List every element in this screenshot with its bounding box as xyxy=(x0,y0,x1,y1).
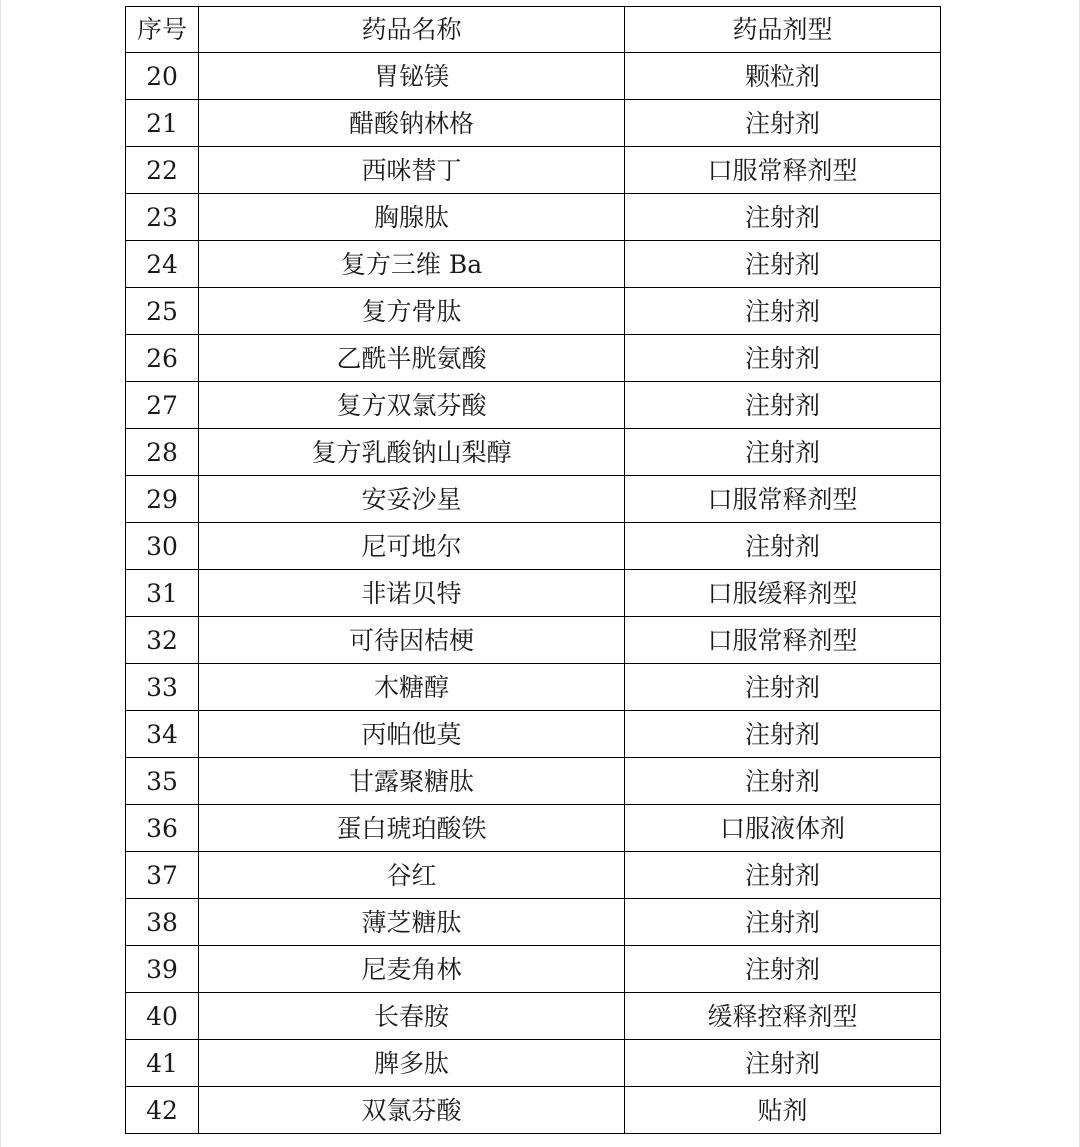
dosage-form-cell: 口服常释剂型 xyxy=(625,147,941,194)
table-row xyxy=(126,570,941,617)
table-row xyxy=(126,805,941,852)
dosage-form-cell: 注射剂 xyxy=(625,194,941,241)
drug-name-cell: 安妥沙星 xyxy=(199,476,625,523)
dosage-form-cell: 贴剂 xyxy=(625,1087,941,1134)
header-dosage-form: 药品剂型 xyxy=(625,7,941,53)
drug-name-cell: 复方三维 Ba xyxy=(199,241,625,288)
dosage-form-cell: 口服缓释剂型 xyxy=(625,570,941,617)
table-row xyxy=(126,993,941,1040)
dosage-form-cell: 注射剂 xyxy=(625,523,941,570)
drug-name-cell: 可待因桔梗 xyxy=(199,617,625,664)
dosage-form-cell: 注射剂 xyxy=(625,664,941,711)
drug-name-cell: 薄芝糖肽 xyxy=(199,899,625,946)
table-header-row xyxy=(126,7,941,53)
row-index-cell: 25 xyxy=(126,288,199,335)
drug-name-cell: 蛋白琥珀酸铁 xyxy=(199,805,625,852)
drug-name-cell: 复方骨肽 xyxy=(199,288,625,335)
row-index-cell: 42 xyxy=(126,1087,199,1134)
row-index-cell: 39 xyxy=(126,946,199,993)
table-row xyxy=(126,1087,941,1134)
drug-name-cell: 木糖醇 xyxy=(199,664,625,711)
dosage-form-cell: 口服常释剂型 xyxy=(625,617,941,664)
row-index-cell: 32 xyxy=(126,617,199,664)
dosage-form-cell: 注射剂 xyxy=(625,852,941,899)
drug-name-cell: 甘露聚糖肽 xyxy=(199,758,625,805)
row-index-cell: 22 xyxy=(126,147,199,194)
drug-name-cell: 尼可地尔 xyxy=(199,523,625,570)
drug-name-cell: 长春胺 xyxy=(199,993,625,1040)
row-index-cell: 31 xyxy=(126,570,199,617)
row-index-cell: 38 xyxy=(126,899,199,946)
row-index-cell: 34 xyxy=(126,711,199,758)
table-row xyxy=(126,429,941,476)
dosage-form-cell: 注射剂 xyxy=(625,335,941,382)
drug-name-cell: 胸腺肽 xyxy=(199,194,625,241)
table-row xyxy=(126,711,941,758)
table-row xyxy=(126,288,941,335)
drug-name-cell: 西咪替丁 xyxy=(199,147,625,194)
drug-name-cell: 谷红 xyxy=(199,852,625,899)
row-index-cell: 27 xyxy=(126,382,199,429)
row-index-cell: 21 xyxy=(126,100,199,147)
row-index-cell: 28 xyxy=(126,429,199,476)
drug-name-cell: 复方乳酸钠山梨醇 xyxy=(199,429,625,476)
drug-name-cell: 非诺贝特 xyxy=(199,570,625,617)
row-index-cell: 26 xyxy=(126,335,199,382)
table-row xyxy=(126,758,941,805)
row-index-cell: 37 xyxy=(126,852,199,899)
drug-name-cell: 复方双氯芬酸 xyxy=(199,382,625,429)
row-index-cell: 20 xyxy=(126,53,199,100)
dosage-form-cell: 缓释控释剂型 xyxy=(625,993,941,1040)
table-row xyxy=(126,523,941,570)
dosage-form-cell: 注射剂 xyxy=(625,382,941,429)
table-row xyxy=(126,664,941,711)
table-row xyxy=(126,53,941,100)
table-body xyxy=(126,7,941,1134)
dosage-form-cell: 注射剂 xyxy=(625,288,941,335)
dosage-form-cell: 注射剂 xyxy=(625,1040,941,1087)
row-index-cell: 33 xyxy=(126,664,199,711)
table-row xyxy=(126,617,941,664)
page-edge-left xyxy=(0,0,1,1147)
table-row xyxy=(126,147,941,194)
row-index-cell: 30 xyxy=(126,523,199,570)
table-row xyxy=(126,946,941,993)
dosage-form-cell: 注射剂 xyxy=(625,946,941,993)
drug-name-cell: 乙酰半胱氨酸 xyxy=(199,335,625,382)
drug-list-table xyxy=(125,6,941,1134)
row-index-cell: 24 xyxy=(126,241,199,288)
header-drug-name: 药品名称 xyxy=(199,7,625,53)
drug-name-cell: 丙帕他莫 xyxy=(199,711,625,758)
table-row xyxy=(126,335,941,382)
table-row xyxy=(126,382,941,429)
table-row xyxy=(126,476,941,523)
dosage-form-cell: 注射剂 xyxy=(625,758,941,805)
dosage-form-cell: 注射剂 xyxy=(625,899,941,946)
dosage-form-cell: 颗粒剂 xyxy=(625,53,941,100)
row-index-cell: 41 xyxy=(126,1040,199,1087)
drug-name-cell: 脾多肽 xyxy=(199,1040,625,1087)
drug-name-cell: 醋酸钠林格 xyxy=(199,100,625,147)
row-index-cell: 29 xyxy=(126,476,199,523)
table-row xyxy=(126,241,941,288)
drug-name-cell: 胃铋镁 xyxy=(199,53,625,100)
drug-name-cell: 双氯芬酸 xyxy=(199,1087,625,1134)
table-row xyxy=(126,1040,941,1087)
header-index: 序号 xyxy=(126,7,199,53)
table-row xyxy=(126,100,941,147)
row-index-cell: 40 xyxy=(126,993,199,1040)
table-row xyxy=(126,194,941,241)
dosage-form-cell: 口服液体剂 xyxy=(625,805,941,852)
drug-name-cell: 尼麦角林 xyxy=(199,946,625,993)
dosage-form-cell: 口服常释剂型 xyxy=(625,476,941,523)
dosage-form-cell: 注射剂 xyxy=(625,100,941,147)
table-row xyxy=(126,899,941,946)
dosage-form-cell: 注射剂 xyxy=(625,429,941,476)
dosage-form-cell: 注射剂 xyxy=(625,711,941,758)
table-row xyxy=(126,852,941,899)
row-index-cell: 36 xyxy=(126,805,199,852)
row-index-cell: 35 xyxy=(126,758,199,805)
dosage-form-cell: 注射剂 xyxy=(625,241,941,288)
row-index-cell: 23 xyxy=(126,194,199,241)
